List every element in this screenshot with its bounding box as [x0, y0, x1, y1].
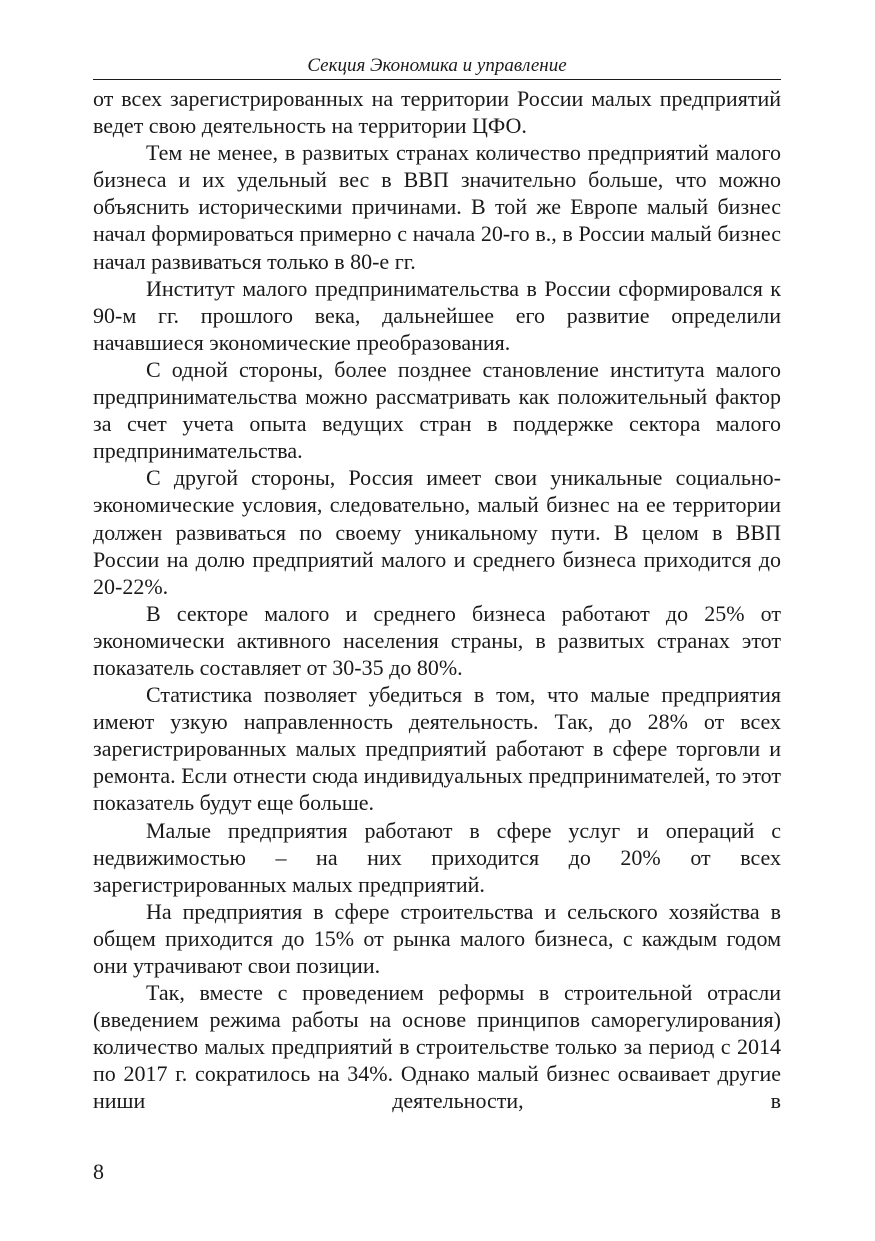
body-text — [93, 85, 781, 1115]
paragraph: Институт малого предпринимательства в России сформировался к 90-м гг. прошлого века, дальнейшее его развитие определили начавшиеся экономические преобразования. — [93, 275, 781, 355]
paragraph-continued: Так, вместе с проведением реформы в строительной отрасли (введением режима работы на основе принципов саморегулирования) количество малых предприятий в строительстве только за период с 2014 по 2017 г. сократилось на 34%. Однако малый бизнес осваивает другие ниши деятельности, в — [93, 980, 781, 1114]
paragraph: Статистика позволяет убедиться в том, что малые предприятия имеют узкую направленность деятельность. Так, до 28% от всех зарегистрированных малых предприятий работают в сфере торговли и ремонта. Если отнести сюда индивидуальных предпринимателей, то этот показатель будут еще больше. — [93, 682, 781, 816]
running-header: Секция Экономика и управление — [307, 55, 567, 76]
page-number: 8 — [93, 1159, 104, 1184]
paragraph: Малые предприятия работают в сфере услуг и операций с недвижимостью – на них приходится до 20% от всех зарегистрированных малых предприятий. — [93, 817, 781, 897]
paragraph: Тем не менее, в развитых странах количество предприятий малого бизнеса и их удельный вес в ВВП значительно больше, что можно объяснить историческими причинами. В той же Европе малый бизнес начал формироваться примерно с начала 20-го в., в России малый бизнес начал развиваться только в 80-е гг. — [93, 140, 781, 274]
paragraph-continuation: от всех зарегистрированных на территории России малых предприятий ведет свою деятельность на территории ЦФО. — [93, 86, 781, 139]
paragraph: В секторе малого и среднего бизнеса работают до 25% от экономически активного населения страны, в развитых странах этот показатель составляет от 30-35 до 80%. — [93, 600, 781, 680]
header-rule — [93, 79, 781, 80]
paragraph: С одной стороны, более позднее становление института малого предпринимательства можно рассматривать как положительный фактор за счет учета опыта ведущих стран в поддержке сектора малого предпринимательства. — [93, 356, 781, 464]
paragraph: На предприятия в сфере строительства и сельского хозяйства в общем приходится до 15% от рынка малого бизнеса, с каждым годом они утрачивают свои позиции. — [93, 898, 781, 978]
paragraph: С другой стороны, Россия имеет свои уникальные социально-экономические условия, следовательно, малый бизнес на ее территории должен развиваться по своему уникальному пути. В целом в ВВП России на долю предприятий малого и среднего бизнеса приходится до 20-22%. — [93, 465, 781, 599]
